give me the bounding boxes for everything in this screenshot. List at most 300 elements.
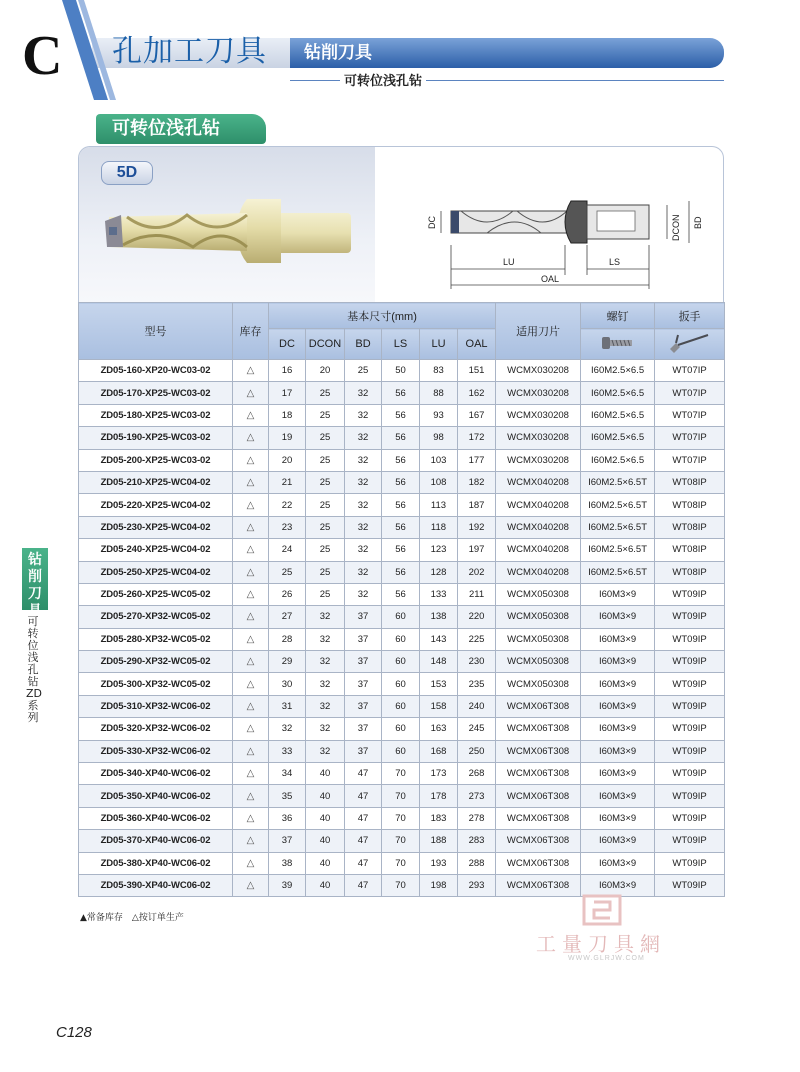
table-row — [79, 404, 725, 426]
table-row — [79, 628, 725, 650]
cell-lu: 83 — [420, 360, 458, 382]
table-row — [79, 561, 725, 583]
table-row — [79, 471, 725, 493]
cell-wrench: WT08IP — [655, 539, 725, 561]
cell-dc: 18 — [269, 404, 306, 426]
cell-screw: I60M3×9 — [581, 874, 655, 896]
cell-lu: 158 — [420, 695, 458, 717]
cell-oal: 151 — [458, 360, 496, 382]
cell-bd: 37 — [345, 740, 382, 762]
cell-screw: I60M3×9 — [581, 673, 655, 695]
cell-stock: △ — [233, 852, 269, 874]
cell-screw: I60M2.5×6.5T — [581, 471, 655, 493]
cell-bd: 47 — [345, 785, 382, 807]
cell-bd: 32 — [345, 583, 382, 605]
col-header-stock: 库存 — [233, 303, 269, 360]
cell-stock: △ — [233, 785, 269, 807]
cell-insert: WCMX06T308 — [496, 874, 581, 896]
cell-lu: 188 — [420, 830, 458, 852]
cell-stock: △ — [233, 583, 269, 605]
cell-oal: 268 — [458, 763, 496, 785]
table-row — [79, 494, 725, 516]
header-subtitle: 可转位浅孔钻 — [340, 74, 426, 90]
side-tab-title: 钻削刀具 — [28, 552, 42, 619]
cell-lu: 133 — [420, 583, 458, 605]
cell-dcon: 25 — [306, 427, 345, 449]
cell-bd: 47 — [345, 807, 382, 829]
wrench-icon-cell — [655, 329, 725, 360]
cell-lu: 93 — [420, 404, 458, 426]
cell-ls: 50 — [382, 360, 420, 382]
cell-dcon: 40 — [306, 807, 345, 829]
cell-ls: 56 — [382, 494, 420, 516]
cell-model: ZD05-330-XP32-WC06-02 — [79, 740, 233, 762]
col-header-dcon: DCON — [306, 329, 345, 360]
cell-model: ZD05-360-XP40-WC06-02 — [79, 807, 233, 829]
side-tab-subtitle: 可转位浅孔钻ZD系列 — [26, 615, 43, 724]
cell-dc: 19 — [269, 427, 306, 449]
cell-lu: 178 — [420, 785, 458, 807]
spec-table — [78, 302, 725, 897]
cell-stock: △ — [233, 718, 269, 740]
cell-screw: I60M3×9 — [581, 583, 655, 605]
table-row — [79, 830, 725, 852]
cell-bd: 32 — [345, 427, 382, 449]
cell-model: ZD05-160-XP20-WC03-02 — [79, 360, 233, 382]
cell-dc: 39 — [269, 874, 306, 896]
dim-label-dc: DC — [427, 216, 437, 229]
cell-oal: 283 — [458, 830, 496, 852]
cell-screw: I60M3×9 — [581, 830, 655, 852]
cell-stock: △ — [233, 427, 269, 449]
cell-dc: 30 — [269, 673, 306, 695]
chapter-title: 孔加工刀具 — [112, 34, 267, 69]
cell-lu: 183 — [420, 807, 458, 829]
cell-oal: 293 — [458, 874, 496, 896]
cell-dcon: 25 — [306, 382, 345, 404]
cell-insert: WCMX06T308 — [496, 830, 581, 852]
cell-bd: 37 — [345, 606, 382, 628]
cell-wrench: WT07IP — [655, 449, 725, 471]
cell-insert: WCMX030208 — [496, 360, 581, 382]
cell-wrench: WT07IP — [655, 382, 725, 404]
cell-oal: 288 — [458, 852, 496, 874]
table-row — [79, 360, 725, 382]
cell-insert: WCMX06T308 — [496, 807, 581, 829]
cell-dc: 28 — [269, 628, 306, 650]
cell-oal: 211 — [458, 583, 496, 605]
cell-wrench: WT09IP — [655, 763, 725, 785]
cell-insert: WCMX040208 — [496, 516, 581, 538]
cell-stock: △ — [233, 449, 269, 471]
cell-screw: I60M2.5×6.5 — [581, 360, 655, 382]
cell-model: ZD05-240-XP25-WC04-02 — [79, 539, 233, 561]
cell-ls: 56 — [382, 382, 420, 404]
cell-model: ZD05-170-XP25-WC03-02 — [79, 382, 233, 404]
cell-dc: 29 — [269, 651, 306, 673]
cell-ls: 70 — [382, 874, 420, 896]
cell-bd: 25 — [345, 360, 382, 382]
cell-ls: 60 — [382, 651, 420, 673]
cell-ls: 60 — [382, 606, 420, 628]
cell-oal: 177 — [458, 449, 496, 471]
col-header-wrench: 扳手 — [655, 303, 725, 329]
watermark-url: WWW.GLRJW.COM — [568, 955, 645, 962]
col-header-dims: 基本尺寸(mm) — [269, 303, 496, 329]
table-row — [79, 382, 725, 404]
cell-dcon: 40 — [306, 830, 345, 852]
cell-dc: 31 — [269, 695, 306, 717]
cell-lu: 108 — [420, 471, 458, 493]
cell-oal: 230 — [458, 651, 496, 673]
cell-screw: I60M3×9 — [581, 695, 655, 717]
dim-label-ls: LS — [609, 257, 621, 267]
cell-ls: 70 — [382, 830, 420, 852]
screw-icon-cell — [581, 329, 655, 360]
table-row — [79, 449, 725, 471]
cell-bd: 37 — [345, 628, 382, 650]
cell-insert: WCMX06T308 — [496, 718, 581, 740]
cell-stock: △ — [233, 606, 269, 628]
cell-stock: △ — [233, 651, 269, 673]
cell-screw: I60M3×9 — [581, 852, 655, 874]
cell-model: ZD05-340-XP40-WC06-02 — [79, 763, 233, 785]
cell-lu: 198 — [420, 874, 458, 896]
cell-ls: 56 — [382, 471, 420, 493]
cell-ls: 56 — [382, 449, 420, 471]
cell-bd: 47 — [345, 763, 382, 785]
cell-stock: △ — [233, 539, 269, 561]
cell-bd: 32 — [345, 449, 382, 471]
cell-oal: 240 — [458, 695, 496, 717]
cell-model: ZD05-230-XP25-WC04-02 — [79, 516, 233, 538]
dim-label-bd: BD — [693, 216, 703, 229]
screw-icon — [598, 331, 638, 355]
cell-screw: I60M2.5×6.5T — [581, 539, 655, 561]
cell-wrench: WT09IP — [655, 606, 725, 628]
cell-wrench: WT09IP — [655, 807, 725, 829]
dim-label-dcon: DCON — [671, 214, 681, 241]
cell-dc: 26 — [269, 583, 306, 605]
cell-bd: 37 — [345, 718, 382, 740]
cell-dcon: 32 — [306, 651, 345, 673]
spec-table-wrapper — [78, 302, 724, 897]
cell-wrench: WT08IP — [655, 494, 725, 516]
cell-model: ZD05-280-XP32-WC05-02 — [79, 628, 233, 650]
cell-insert: WCMX040208 — [496, 494, 581, 516]
cell-ls: 70 — [382, 785, 420, 807]
cell-insert: WCMX040208 — [496, 561, 581, 583]
cell-lu: 153 — [420, 673, 458, 695]
cell-model: ZD05-270-XP32-WC05-02 — [79, 606, 233, 628]
cell-dc: 17 — [269, 382, 306, 404]
cell-screw: I60M3×9 — [581, 651, 655, 673]
cell-dcon: 25 — [306, 494, 345, 516]
cell-dc: 21 — [269, 471, 306, 493]
cell-dc: 20 — [269, 449, 306, 471]
cell-stock: △ — [233, 516, 269, 538]
cell-dc: 37 — [269, 830, 306, 852]
cell-wrench: WT09IP — [655, 830, 725, 852]
cell-dc: 22 — [269, 494, 306, 516]
cell-stock: △ — [233, 404, 269, 426]
cell-stock: △ — [233, 740, 269, 762]
category-tag: 钻削刀具 — [304, 43, 372, 63]
cell-ls: 56 — [382, 539, 420, 561]
cell-model: ZD05-220-XP25-WC04-02 — [79, 494, 233, 516]
cell-oal: 167 — [458, 404, 496, 426]
col-header-dc: DC — [269, 329, 306, 360]
cell-model: ZD05-260-XP25-WC05-02 — [79, 583, 233, 605]
cell-dc: 27 — [269, 606, 306, 628]
cell-dc: 25 — [269, 561, 306, 583]
cell-lu: 173 — [420, 763, 458, 785]
table-row — [79, 673, 725, 695]
cell-bd: 37 — [345, 673, 382, 695]
cell-ls: 60 — [382, 740, 420, 762]
col-header-insert: 适用刀片 — [496, 303, 581, 360]
cell-ls: 60 — [382, 628, 420, 650]
cell-insert: WCMX030208 — [496, 449, 581, 471]
cell-wrench: WT07IP — [655, 427, 725, 449]
col-header-oal: OAL — [458, 329, 496, 360]
cell-dcon: 40 — [306, 852, 345, 874]
cell-wrench: WT09IP — [655, 740, 725, 762]
table-row — [79, 718, 725, 740]
cell-wrench: WT09IP — [655, 695, 725, 717]
cell-dcon: 32 — [306, 740, 345, 762]
cell-oal: 278 — [458, 807, 496, 829]
section-title: 可转位浅孔钻 — [112, 118, 220, 139]
cell-screw: I60M2.5×6.5T — [581, 561, 655, 583]
page-header — [0, 0, 800, 100]
cell-lu: 123 — [420, 539, 458, 561]
cell-oal: 225 — [458, 628, 496, 650]
cell-oal: 202 — [458, 561, 496, 583]
cell-stock: △ — [233, 763, 269, 785]
cell-lu: 98 — [420, 427, 458, 449]
cell-stock: △ — [233, 471, 269, 493]
cell-oal: 172 — [458, 427, 496, 449]
watermark-text: 工量刀具網 — [536, 932, 666, 956]
cell-bd: 47 — [345, 852, 382, 874]
cell-ls: 60 — [382, 673, 420, 695]
cell-bd: 32 — [345, 561, 382, 583]
cell-insert: WCMX06T308 — [496, 695, 581, 717]
cell-insert: WCMX06T308 — [496, 785, 581, 807]
cell-bd: 32 — [345, 539, 382, 561]
cell-lu: 148 — [420, 651, 458, 673]
cell-oal: 220 — [458, 606, 496, 628]
cell-stock: △ — [233, 628, 269, 650]
cell-oal: 187 — [458, 494, 496, 516]
table-row — [79, 516, 725, 538]
cell-model: ZD05-250-XP25-WC04-02 — [79, 561, 233, 583]
cell-oal: 245 — [458, 718, 496, 740]
cell-insert: WCMX06T308 — [496, 763, 581, 785]
cell-dcon: 32 — [306, 606, 345, 628]
cell-screw: I60M2.5×6.5T — [581, 494, 655, 516]
cell-insert: WCMX050308 — [496, 628, 581, 650]
cell-ls: 56 — [382, 516, 420, 538]
cell-dc: 33 — [269, 740, 306, 762]
cell-insert: WCMX06T308 — [496, 740, 581, 762]
cell-wrench: WT08IP — [655, 471, 725, 493]
cell-ls: 60 — [382, 695, 420, 717]
cell-model: ZD05-370-XP40-WC06-02 — [79, 830, 233, 852]
cell-dcon: 25 — [306, 539, 345, 561]
cell-insert: WCMX030208 — [496, 382, 581, 404]
cell-screw: I60M3×9 — [581, 740, 655, 762]
stock-legend: ▲常备库存 △按订单生产 — [80, 913, 184, 923]
cell-wrench: WT07IP — [655, 404, 725, 426]
cell-lu: 168 — [420, 740, 458, 762]
cell-model: ZD05-310-XP32-WC06-02 — [79, 695, 233, 717]
cell-screw: I60M2.5×6.5 — [581, 427, 655, 449]
col-header-bd: BD — [345, 329, 382, 360]
col-header-lu: LU — [420, 329, 458, 360]
cell-dcon: 25 — [306, 449, 345, 471]
cell-wrench: WT09IP — [655, 673, 725, 695]
cell-dc: 16 — [269, 360, 306, 382]
cell-oal: 197 — [458, 539, 496, 561]
cell-model: ZD05-210-XP25-WC04-02 — [79, 471, 233, 493]
dim-label-oal: OAL — [541, 274, 560, 284]
cell-ls: 70 — [382, 807, 420, 829]
cell-model: ZD05-320-XP32-WC06-02 — [79, 718, 233, 740]
cell-oal: 250 — [458, 740, 496, 762]
cell-insert: WCMX030208 — [496, 427, 581, 449]
cell-wrench: WT09IP — [655, 785, 725, 807]
cell-wrench: WT08IP — [655, 561, 725, 583]
cell-insert: WCMX030208 — [496, 404, 581, 426]
cell-stock: △ — [233, 874, 269, 896]
cell-ls: 56 — [382, 427, 420, 449]
cell-insert: WCMX050308 — [496, 673, 581, 695]
spec-table-body — [79, 360, 725, 897]
cell-bd: 37 — [345, 651, 382, 673]
product-image-panel — [78, 146, 724, 302]
cell-model: ZD05-380-XP40-WC06-02 — [79, 852, 233, 874]
cell-oal: 182 — [458, 471, 496, 493]
cell-ls: 60 — [382, 718, 420, 740]
cell-ls: 56 — [382, 583, 420, 605]
cell-oal: 162 — [458, 382, 496, 404]
cell-dcon: 25 — [306, 561, 345, 583]
cell-model: ZD05-200-XP25-WC03-02 — [79, 449, 233, 471]
cell-dcon: 25 — [306, 471, 345, 493]
cell-screw: I60M2.5×6.5 — [581, 404, 655, 426]
col-header-model: 型号 — [79, 303, 233, 360]
cell-stock: △ — [233, 561, 269, 583]
cell-lu: 143 — [420, 628, 458, 650]
cell-dc: 23 — [269, 516, 306, 538]
cell-lu: 163 — [420, 718, 458, 740]
cell-screw: I60M3×9 — [581, 807, 655, 829]
depth-badge: 5D — [101, 161, 153, 185]
cell-screw: I60M3×9 — [581, 606, 655, 628]
table-row — [79, 874, 725, 896]
cell-dcon: 32 — [306, 628, 345, 650]
cell-dcon: 40 — [306, 763, 345, 785]
cell-bd: 32 — [345, 494, 382, 516]
cell-screw: I60M3×9 — [581, 785, 655, 807]
dim-label-lu: LU — [503, 257, 515, 267]
table-row — [79, 427, 725, 449]
cell-screw: I60M3×9 — [581, 628, 655, 650]
table-row — [79, 785, 725, 807]
cell-screw: I60M2.5×6.5 — [581, 382, 655, 404]
cell-bd: 37 — [345, 695, 382, 717]
table-row — [79, 695, 725, 717]
cell-bd: 32 — [345, 471, 382, 493]
cell-bd: 32 — [345, 382, 382, 404]
cell-screw: I60M2.5×6.5T — [581, 516, 655, 538]
table-row — [79, 539, 725, 561]
cell-dcon: 40 — [306, 785, 345, 807]
cell-stock: △ — [233, 830, 269, 852]
cell-wrench: WT09IP — [655, 583, 725, 605]
cell-dcon: 25 — [306, 516, 345, 538]
cell-dc: 34 — [269, 763, 306, 785]
cell-wrench: WT09IP — [655, 651, 725, 673]
cell-bd: 32 — [345, 404, 382, 426]
cell-stock: △ — [233, 807, 269, 829]
cell-stock: △ — [233, 360, 269, 382]
cell-ls: 70 — [382, 852, 420, 874]
cell-bd: 32 — [345, 516, 382, 538]
cell-insert: WCMX06T308 — [496, 852, 581, 874]
table-row — [79, 852, 725, 874]
cell-screw: I60M3×9 — [581, 763, 655, 785]
cell-screw: I60M2.5×6.5 — [581, 449, 655, 471]
table-row — [79, 763, 725, 785]
cell-dc: 36 — [269, 807, 306, 829]
cell-wrench: WT09IP — [655, 852, 725, 874]
cell-wrench: WT08IP — [655, 516, 725, 538]
cell-screw: I60M3×9 — [581, 718, 655, 740]
table-row — [79, 807, 725, 829]
cell-dcon: 32 — [306, 673, 345, 695]
drill-photo — [97, 191, 359, 271]
col-header-ls: LS — [382, 329, 420, 360]
cell-dcon: 25 — [306, 404, 345, 426]
cell-wrench: WT09IP — [655, 874, 725, 896]
cell-model: ZD05-190-XP25-WC03-02 — [79, 427, 233, 449]
cell-oal: 235 — [458, 673, 496, 695]
cell-lu: 193 — [420, 852, 458, 874]
cell-dc: 35 — [269, 785, 306, 807]
cell-bd: 47 — [345, 830, 382, 852]
cell-dc: 32 — [269, 718, 306, 740]
cell-insert: WCMX040208 — [496, 471, 581, 493]
table-row — [79, 606, 725, 628]
cell-model: ZD05-350-XP40-WC06-02 — [79, 785, 233, 807]
chapter-letter: C — [22, 25, 63, 87]
cell-insert: WCMX040208 — [496, 539, 581, 561]
cell-ls: 56 — [382, 561, 420, 583]
cell-dcon: 32 — [306, 718, 345, 740]
cell-dcon: 20 — [306, 360, 345, 382]
cell-lu: 128 — [420, 561, 458, 583]
cell-wrench: WT09IP — [655, 718, 725, 740]
drill-dimension-diagram — [417, 183, 707, 293]
cell-wrench: WT07IP — [655, 360, 725, 382]
cell-dcon: 25 — [306, 583, 345, 605]
cell-dc: 38 — [269, 852, 306, 874]
product-photo-area — [79, 147, 375, 302]
page-number: C128 — [56, 1024, 92, 1041]
